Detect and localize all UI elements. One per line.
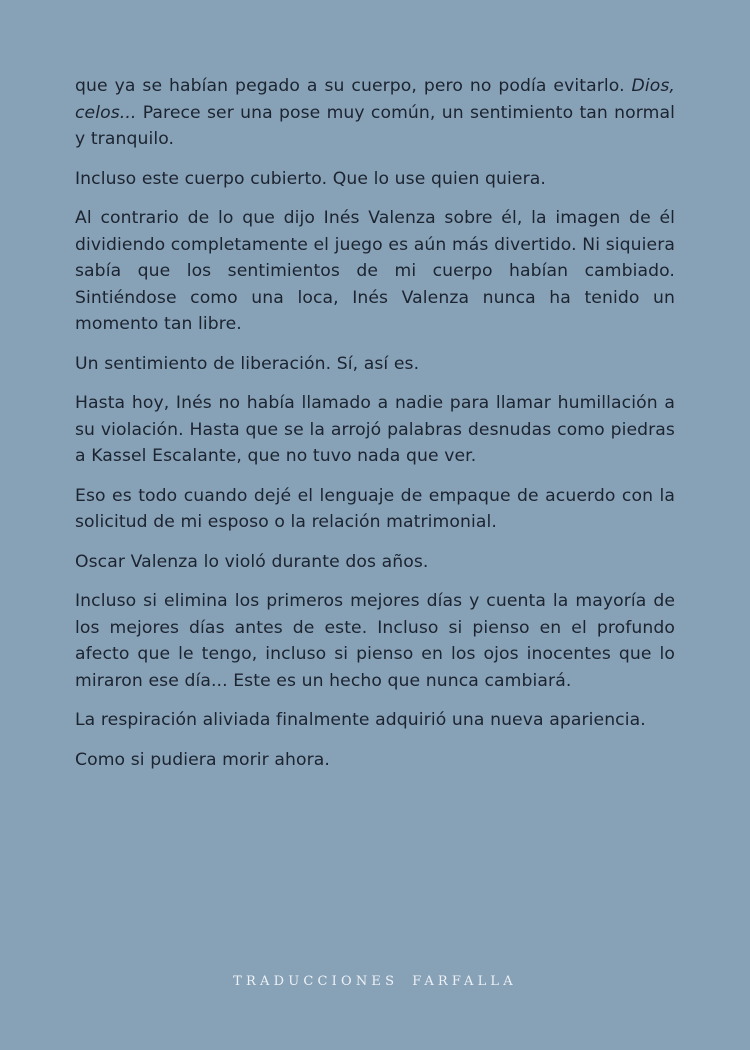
paragraph-2: Incluso este cuerpo cubierto. Que lo use quien quiera. [75,168,546,189]
paragraph-4: Un sentimiento de liberación. Sí, así es. [75,353,420,374]
paragraph-10: Como si pudiera morir ahora. [75,749,330,770]
page-body [75,73,675,786]
paragraph-8: Incluso si elimina los primeros mejores días y cuenta la mayoría de los mejores días antes de este. Incluso si pienso en el profundo afecto que le tengo, incluso si pienso en los ojos inocentes que lo miraron ese día... Este es un hecho que nunca cambiará. [75,591,675,691]
paragraph-6: Eso es todo cuando dejé el lenguaje de empaque de acuerdo con la solicitud de mi esposo o la relación matrimonial. [75,485,675,532]
paragraph-9: La respiración aliviada finalmente adquirió una nueva apariencia. [75,710,646,730]
footer-credit [0,974,750,989]
paragraph-5: Hasta hoy, Inés no había llamado a nadie para llamar humillación a su violación. Hasta que se la arrojó palabras desnudas como piedras a Kassel Escalante, que no tuvo nada que ver. [75,393,675,466]
footer-word-1: TRADUCCIONES [233,974,399,989]
paragraph-1 [75,73,675,153]
paragraph-3: Al contrario de lo que dijo Inés Valenza sobre él, la imagen de él dividiendo completamente el juego es aún más divertido. Ni siquiera sabía que los sentimientos de mi cuerpo habían cambiado. Sintiéndose como una loca, Inés Valenza nunca ha tenido un momento tan libre. [75,208,675,334]
paragraph-1-end: Parece ser una pose muy común, un sentimiento tan normal y tranquilo. [75,102,675,149]
paragraph-7: Oscar Valenza lo violó durante dos años. [75,551,429,572]
paragraph-1-start: que ya se habían pegado a su cuerpo, pero no podía evitarlo. [75,76,632,96]
footer-word-2: FARFALLA [412,974,517,989]
paragraph-1-italic: Dios, celos... [75,76,675,123]
